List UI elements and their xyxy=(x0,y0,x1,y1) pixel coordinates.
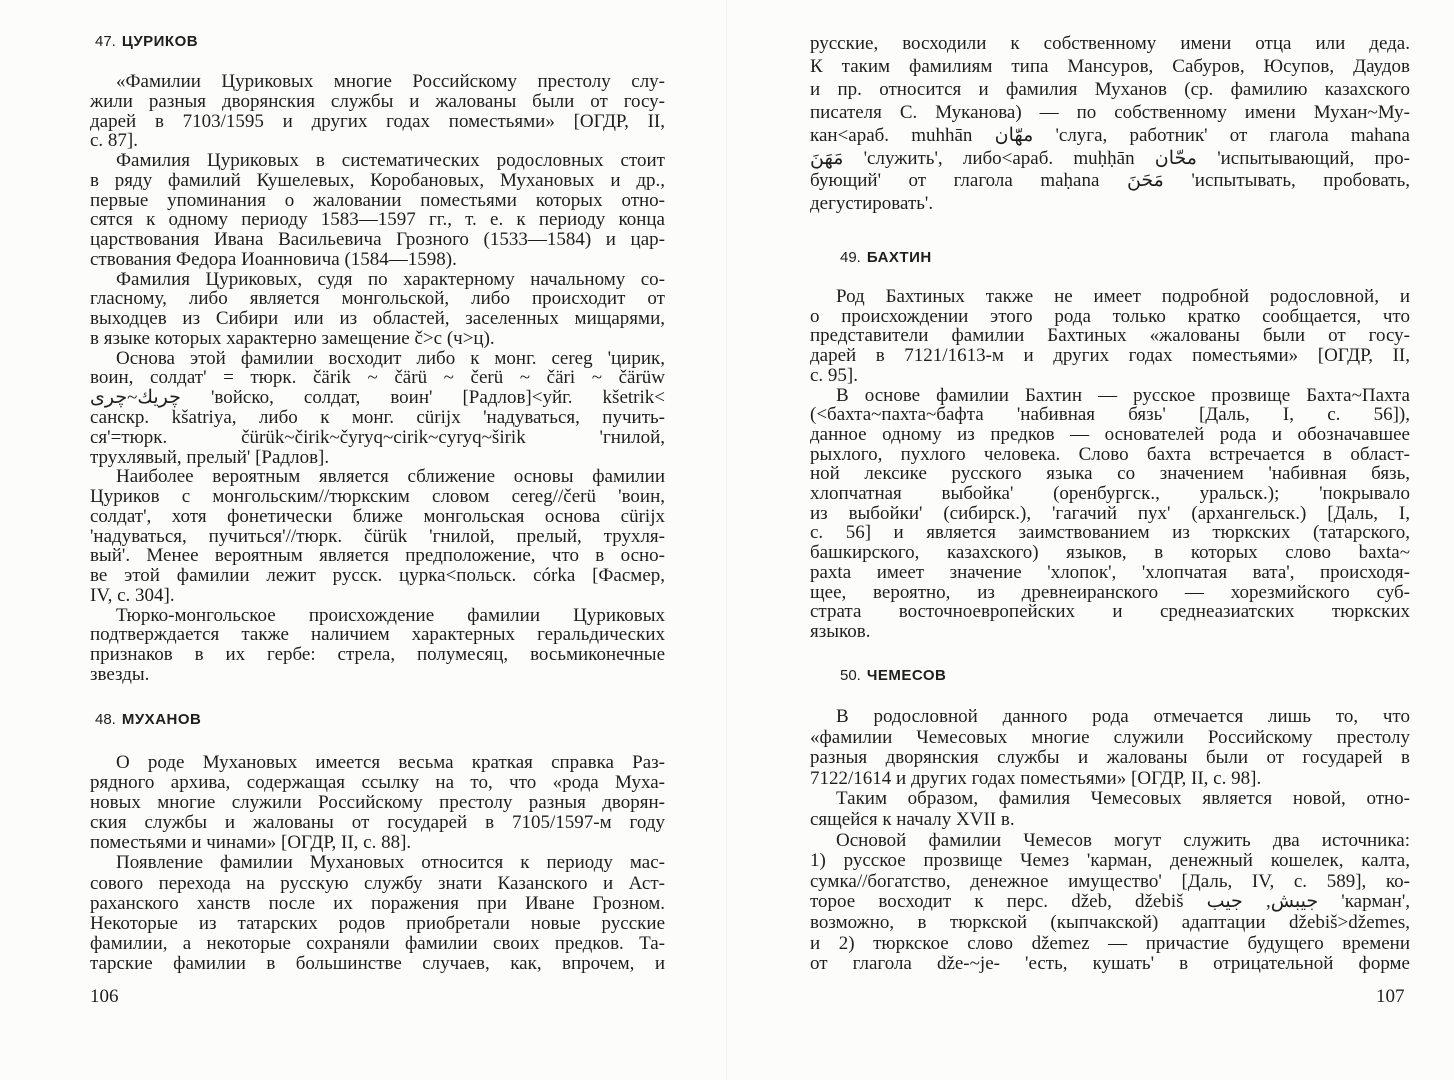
paragraph xyxy=(90,270,665,349)
paragraph xyxy=(810,287,1410,386)
text-line: звезды. xyxy=(90,663,150,685)
text-line: из выбойки' (сибирск.), 'гагачий пух' (архангельск.) [Даль, I, xyxy=(810,502,1410,524)
text-line: дарей в 7121/1613-м и других годах поместьями» [ОГДР, II, xyxy=(810,345,1410,367)
text-line: К таким фамилиям типа Мансуров, Сабуров, Юсупов, Даудов xyxy=(810,55,1410,77)
text-line: Род Бахтиных также не имеет подробной родословной, и xyxy=(836,286,1410,307)
text-line: сящейся к началу XVII в. xyxy=(810,808,1015,830)
entry-50-text xyxy=(810,707,1410,975)
text-line: Появление фамилии Мухановых относится к периоду мас- xyxy=(116,852,665,874)
paragraph xyxy=(90,606,665,685)
text-line: трухлявый, прелый' [Радлов]. xyxy=(90,446,330,468)
text-line: Наиболее вероятным является сближение основы фамилии xyxy=(116,466,665,488)
entry-title: МУХАНОВ xyxy=(121,711,202,728)
text-line: кан<араб. muhhān مهّان 'слуга, работник' от глагола mahana xyxy=(810,124,1410,146)
text-line: раханского ханств после их поражения при Иване Грозном. xyxy=(90,892,665,914)
entry-49-text xyxy=(810,287,1410,642)
text-line: «Фамилии Цуриковых многие Российскому престолу слу- xyxy=(116,71,665,92)
text-line: Некоторые из татарских родов приобретали новые русские xyxy=(90,912,665,934)
text-line: жили разныя дворянския службы и жалованы были от госу- xyxy=(90,90,665,112)
text-line: дегустировать'. xyxy=(810,193,934,215)
text-line: выходцев из Сибири или из областей, заселенных мищарями, xyxy=(90,308,665,330)
text-line: дарей в 7103/1595 и других годах поместьями» [ОГДР, II, xyxy=(90,110,665,132)
text-line: признаков в их гербе: стрела, полумесяц, восьмиконечные xyxy=(90,644,665,666)
text-line: поместьями и чинами» [ОГДР, II, с. 88]. xyxy=(90,832,412,854)
text-line: возможно, в тюркской (кыпчакской) адаптации džebiš>džemes, xyxy=(810,911,1410,933)
text-line: гласному, либо является монгольской, либо происходит от xyxy=(90,288,665,310)
paragraph xyxy=(90,467,665,605)
continuation-text xyxy=(810,33,1410,216)
paragraph xyxy=(90,151,665,270)
text-line: ве этой фамилии лежит русск. цурка<польск. córka [Фасмер, xyxy=(90,565,665,587)
text-line: В родословной данного рода отмечается лишь то, что xyxy=(836,706,1410,727)
text-line: в языке которых характерно замещение č>c (ч>ц). xyxy=(90,327,495,349)
text-line: разныя дворянския службы и жалованы были от государей в xyxy=(810,747,1410,769)
text-line: ския службы и жалованы от государей в 7105/1597-м году xyxy=(90,812,665,834)
text-line: Фамилия Цуриковых в систематических родословных стоит xyxy=(116,150,665,172)
paragraph xyxy=(810,707,1410,789)
text-line: (<бахта~пахта~бафта 'набивная бязь' [Даль, I, с. 56]), xyxy=(810,404,1410,426)
text-line: и 2) тюркское слово džemez — причастие будущего времени xyxy=(810,932,1410,954)
text-line: с. 95]. xyxy=(810,364,859,386)
text-line: «фамилии Чемесовых многие служили Российскому престолу xyxy=(810,726,1410,748)
text-line: санскр. kšatriya, либо к монг. cürijx 'надуваться, пучить- xyxy=(90,407,665,429)
text-line: مَهَنَ 'служить', либо<араб. muḥḥān محّان 'испытывающий, про- xyxy=(810,147,1410,169)
entry-48-text xyxy=(90,753,665,974)
page-number: 106 xyxy=(90,986,119,1007)
paragraph xyxy=(90,853,665,974)
text-line: языков. xyxy=(810,620,871,642)
paragraph xyxy=(90,72,665,151)
text-line: страта восточноевропейских и среднеазиатских тюркских xyxy=(810,601,1410,623)
text-line: ной лексике русского языка со значением 'набивная бязь, xyxy=(810,463,1410,485)
book-gutter xyxy=(726,0,728,1080)
page-number: 107 xyxy=(1376,986,1405,1007)
text-line: подтверждается также наличием характерных геральдических xyxy=(90,624,665,646)
text-line: IV, с. 304]. xyxy=(90,584,175,606)
text-line: о происхождении этого рода только кратко сообщается, что xyxy=(810,305,1410,327)
text-line: Таким образом, фамилия Чемесовых является новой, отно- xyxy=(836,788,1410,810)
text-line: данное одному из предков — основателей рода и обозначавшее xyxy=(810,423,1410,445)
text-line: Тюрко-монгольское происхождение фамилии Цуриковых xyxy=(116,604,665,626)
text-line: сумка//богатство, денежное имущество' [Даль, IV, с. 589], ко- xyxy=(810,870,1410,892)
entry-title: ЦУРИКОВ xyxy=(121,33,199,50)
entry-title: БАХТИН xyxy=(866,249,932,266)
text-line: рядного архива, содержащая ссылку на то, что «рода Муха- xyxy=(90,772,665,794)
text-line: В основе фамилии Бахтин — русское прозвище Бахта~Пахта xyxy=(836,384,1410,406)
text-line: тарские фамилии в большинстве случаев, как, впрочем, и xyxy=(90,952,665,974)
text-line: писателя С. Муканова) — по собственному имени Мухан~Му- xyxy=(810,101,1410,123)
entry-title: ЧЕМЕСОВ xyxy=(866,667,947,684)
text-line: новых многие служили Российскому престолу разныя дворян- xyxy=(90,792,665,814)
text-line: с. 56] и является заимствованием из тюркских (татарского, xyxy=(810,522,1410,544)
text-line: русские, восходили к собственному имени отца или деда. xyxy=(810,33,1410,54)
text-line: چريك~چرى 'войско, солдат, воин' [Радлов]<уйг. kšetrik< xyxy=(90,387,665,409)
text-line: 7122/1614 и других годах поместьями» [ОГДР, II, с. 98]. xyxy=(810,767,1262,789)
text-line: 1) русское прозвище Чемез 'карман, денежный кошелек, калта, xyxy=(810,850,1410,872)
entry-48-heading xyxy=(95,711,201,728)
text-line: сятся к одному периоду 1583—1597 гг., т. е. к периоду конца xyxy=(90,209,665,231)
text-line: сового перехода на русскую службу знати Казанского и Аст- xyxy=(90,872,665,894)
entry-number: 50. xyxy=(840,667,861,684)
text-line: с. 87]. xyxy=(90,130,139,152)
text-line: Цуриков с монгольским//тюркским словом cereg//čerü 'воин, xyxy=(90,486,665,508)
text-line: вый'. Менее вероятным является предположение, что в осно- xyxy=(90,545,665,567)
text-line: представители фамилии Бахтиных «жалованы были от госу- xyxy=(810,325,1410,347)
entry-50-heading xyxy=(840,667,946,684)
entry-number: 49. xyxy=(840,249,861,266)
paragraph xyxy=(810,386,1410,642)
text-line: и пр. относится и фамилия Муханов (ср. фамилию казахского xyxy=(810,78,1410,100)
text-line: ствования Федора Иоанновича (1584—1598). xyxy=(90,248,457,270)
text-line: ся'=тюрк. čürük~čirik~čyryq~cirik~cyryq~širik 'гнилой, xyxy=(90,426,665,448)
text-line: Основа этой фамилии восходит либо к монг. cereg 'цирик, xyxy=(116,347,665,369)
entry-49-heading xyxy=(840,249,932,266)
text-line: бующий' от глагола maḥana مَحَنَ 'испытывать, пробовать, xyxy=(810,170,1410,192)
paragraph xyxy=(810,33,1410,216)
text-line: солдат', хотя фонетически ближе монгольская основа cürijx xyxy=(90,505,665,527)
paragraph xyxy=(810,831,1410,975)
text-line: 'надуваться, пучиться'//тюрк. čürük 'гнилой, прелый, трухля- xyxy=(90,525,665,547)
paragraph xyxy=(90,349,665,468)
text-line: в ряду фамилий Кушелевых, Коробановых, Мухановых и др., xyxy=(90,169,665,191)
text-line: от глагола dže-~je- 'есть, кушать' в отрицательной форме xyxy=(810,953,1410,975)
entry-number: 48. xyxy=(95,711,116,728)
entry-47-text xyxy=(90,72,665,685)
text-line: рыхлого, пухлого человека. Слово бахта встречается в област- xyxy=(810,443,1410,465)
entry-number: 47. xyxy=(95,33,116,50)
text-line: царствования Ивана Васильевича Грозного (1533—1584) и цар- xyxy=(90,229,665,251)
text-line: воин, солдат' = тюрк. čärik ~ čärü ~ čerü ~ čäri ~ čärüw xyxy=(90,367,665,389)
text-line: Основой фамилии Чемесов могут служить два источника: xyxy=(836,829,1410,851)
text-line: первые упоминания о жаловании поместьями которых отно- xyxy=(90,189,665,211)
text-line: Фамилия Цуриковых, судя по характерному начальному со- xyxy=(116,268,665,290)
paragraph xyxy=(810,789,1410,830)
text-line: paxta имеет значение 'хлопок', 'хлопчатая вата', происходя- xyxy=(810,561,1410,583)
text-line: хлопчатная выбойка' (оренбургск., уральск.); 'покрывало xyxy=(810,483,1410,505)
text-line: О роде Мухановых имеется весьма краткая справка Раз- xyxy=(116,752,665,773)
text-line: башкирского, казахского) языков, в которых слово baxta~ xyxy=(810,542,1410,564)
paragraph xyxy=(90,753,665,853)
entry-47-heading xyxy=(95,33,198,50)
text-line: фамилии, а некоторые сохраняли фамилии своих предков. Та- xyxy=(90,932,665,954)
text-line: щее, вероятно, из древнеиранского — хорезмийского суб- xyxy=(810,581,1410,603)
text-line: торое восходит к перс. džeb, džebiš جيبش, جيب 'карман', xyxy=(810,891,1410,913)
